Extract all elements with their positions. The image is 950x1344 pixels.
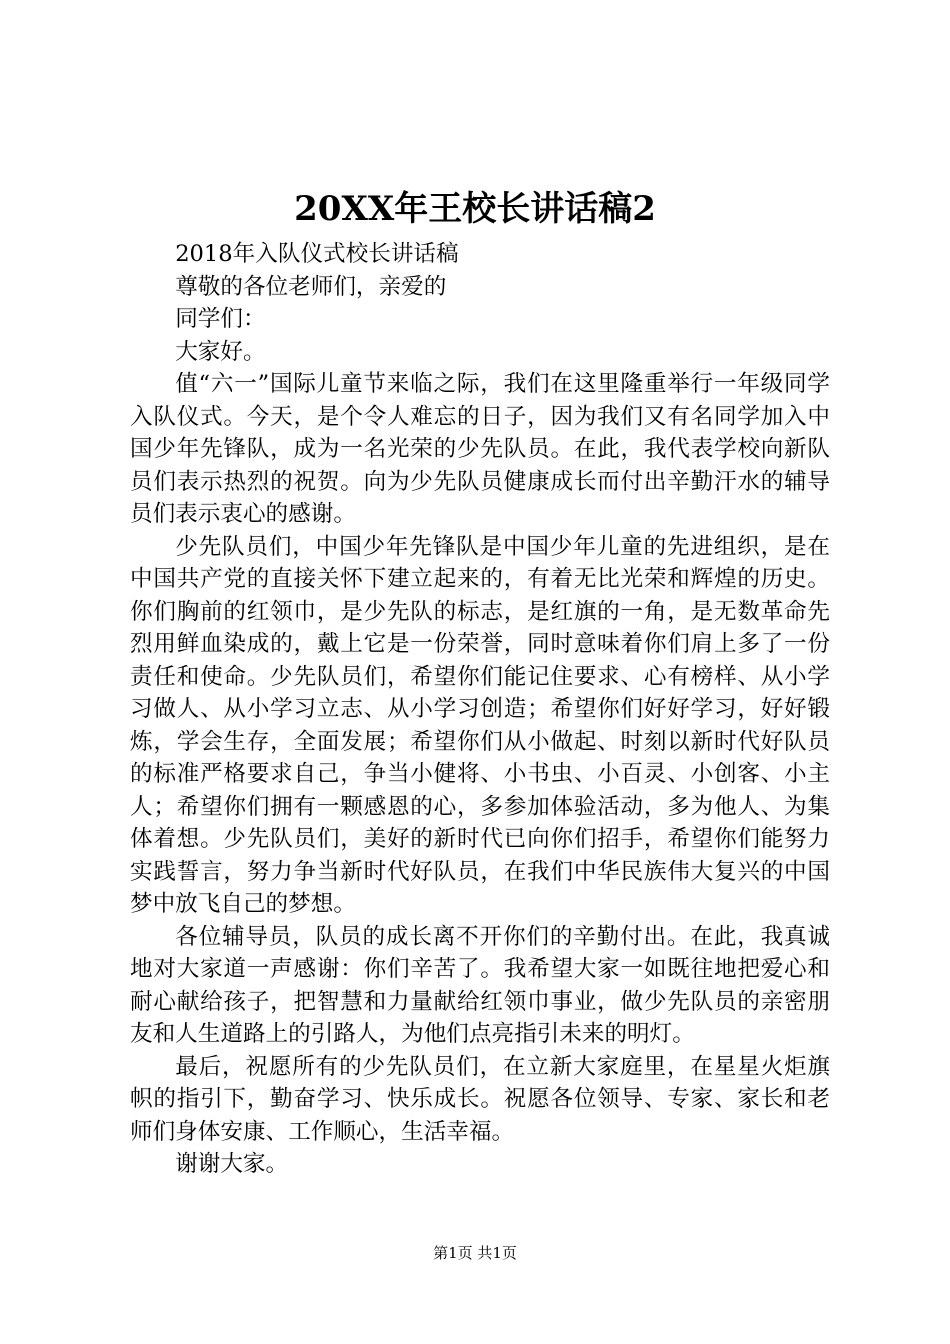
document-body <box>130 238 830 1181</box>
paragraph-salutation-cont: 同学们： <box>175 306 266 332</box>
page-title: 20XX年王校长讲话稿2 <box>294 189 656 229</box>
paragraph-closing-wishes: 最后，祝愿所有的少先队员们，在立新大家庭里，在星星火炬旗帜的指引下，勤奋学习、快乐成长。祝愿各位领导、专家、家长和老师们身体安康、工作顺心，生活幸福。 <box>130 1053 830 1145</box>
paragraph-to-counselors: 各位辅导员，队员的成长离不开你们的辛勤付出。在此，我真诚地对大家道一声感谢：你们辛苦了。我希望大家一如既往地把爱心和耐心献给孩子，把智慧和力量献给红领巾事业，做少先队员的亲密朋友和人生道路上的引路人，为他们点亮指引未来的明灯。 <box>130 923 830 1047</box>
paragraph-thanks: 谢谢大家。 <box>175 1151 289 1177</box>
paragraph-to-members: 少先队员们，中国少年先锋队是中国少年儿童的先进组织，是在中国共产党的直接关怀下建立起来的，有着无比光荣和辉煌的历史。你们胸前的红领巾，是少先队的标志，是红旗的一角，是无数革命先烈用鲜血染成的，戴上它是一份荣誉，同时意味着你们肩上多了一份责任和使命。少先队员们，希望你们能记住要求、心有榜样、从小学习做人、从小学习立志、从小学习创造；希望你们好好学习，好好锻炼，学会生存，全面发展；希望你们从小做起、时刻以新时代好队员的标准严格要求自己，争当小健将、小书虫、小百灵、小创客、小主人；希望你们拥有一颗感恩的心，多参加体验活动，多为他人、为集体着想。少先队员们，美好的新时代已向你们招手，希望你们能努力实践誓言，努力争当新时代好队员，在我们中华民族伟大复兴的中国梦中放飞自己的梦想。 <box>130 533 830 917</box>
page-number: 第1页 共1页 <box>433 1244 517 1262</box>
paragraph-salutation: 尊敬的各位老师们，亲爱的 <box>175 273 447 300</box>
paragraph-speech-heading: 2018年入队仪式校长讲话稿 <box>175 241 459 267</box>
paragraph-intro: 值“六一”国际儿童节来临之际，我们在这里隆重举行一年级同学入队仪式。今天，是个令人难忘的日子，因为我们又有名同学加入中国少年先锋队，成为一名光荣的少先队员。在此，我代表学校向新队员们表示热烈的祝贺。向为少先队员健康成长而付出辛勤汗水的辅导员们表示衷心的感谢。 <box>130 371 830 527</box>
paragraph-greeting: 大家好。 <box>175 338 266 365</box>
